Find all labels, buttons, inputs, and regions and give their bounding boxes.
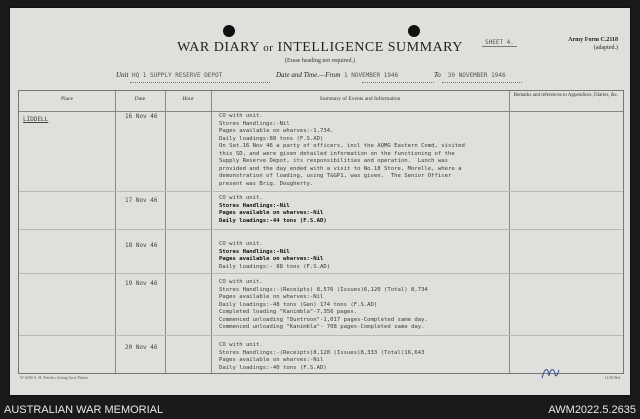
unit-line: Unit HQ 1 SUPPLY RESERVE DEPOT	[116, 71, 223, 79]
entry-divider	[19, 335, 623, 336]
entry-divider	[19, 273, 623, 274]
column-divider	[165, 91, 166, 373]
initials-signature	[540, 365, 560, 384]
to-underline	[442, 82, 522, 83]
from-underline	[362, 82, 434, 83]
entry-text: CO with unit. Stores Handlings:-(Receipts)8,120 (Issues)8,333 (Total)16,643 Pages available on wharves:-Nil Daily loadings:-40 tons (F.S.AD)	[219, 342, 425, 371]
diary-sheet	[10, 8, 630, 395]
unit-underline	[130, 82, 270, 83]
entry-date: 17 Nov 46	[125, 197, 158, 204]
binder-hole	[223, 25, 235, 37]
archive-id: AWM2022.5.2635	[548, 404, 636, 416]
entry-text: CO with unit. Stores Handlings:-Nil Pages available on wharves:-Nil Daily loadings:-44 tons (F.S.AD)	[219, 195, 327, 224]
column-header-remarks: Remarks and references to Appendices, Diaries, &c.	[513, 93, 619, 98]
form-title: WAR DIARY or INTELLIGENCE SUMMARY	[177, 40, 463, 55]
column-divider	[509, 91, 510, 373]
entry-date: 16 Nov 46	[125, 113, 158, 120]
form-subtitle: (Erase heading not required.)	[285, 58, 355, 64]
column-divider	[211, 91, 212, 373]
entry-divider	[19, 191, 623, 192]
archive-caption: AUSTRALIAN WAR MEMORIAL	[4, 404, 164, 416]
form-code: 11/39 Bel	[604, 375, 620, 380]
column-header-date: Date	[134, 96, 146, 102]
column-header-summary: Summary of Events and Information	[319, 96, 401, 102]
diary-table	[18, 90, 624, 374]
entry-text: CO with unit. Stores Handlings:-Nil Pages available on wharves:-1,734. Daily loadings:88 tons (F.S.AD) On Sat.16 Nov 46 a party of officers, incl the AQMG Eastern Comd, visited this SD, and were given detailed information on the functioning of the Supply Reserve Depot, its responsibilities and operation. Lunch was provided and the day ended with a visit to No.18 Store, Morelle, where a demonstration of loading, using T&GP1, was given. The Senior Officer present was Brig. Dougherty.	[219, 113, 465, 187]
column-header-place: Place	[61, 96, 73, 102]
header-rule	[19, 111, 623, 112]
entry-date: 19 Nov 46	[125, 280, 158, 287]
entry-text: CO with unit. Stores Handlings:-(Receipts) 8,576 (Issues)6,120 (Total) 8,734 Pages available on wharves:-Nil Daily loadings:-48 tons (Gen) 174 tons (F.S.AD) Completed loading "Kanimbla"-7,356 pages. Commenced unloading "Duntroon"-1,017 pages-Completed same day. Commenced unloading "Kanimbla"- 708 pages-Completed same day.	[219, 279, 428, 330]
entry-date: 18 Nov 46	[125, 242, 158, 249]
column-header-hour: Hour	[182, 96, 194, 102]
printer-imprint: W 6200 A. H. Pettifer, Acting Govt Printer	[20, 375, 89, 380]
date-to-line: To 30 NOVEMBER 1946	[434, 71, 506, 79]
sheet-stamp: SHEET 4.	[482, 39, 517, 47]
entry-text: CO with unit. Stores Handlings:-Nil Pages available on wharves:-Nil Daily loadings:- 88 tons (F.S.AD)	[219, 241, 331, 270]
column-divider	[115, 91, 116, 373]
army-form-label: Army Form C.2118 (adapted.)	[568, 37, 618, 51]
date-range-line: Date and Time.—From 1 NOVEMBER 1946	[276, 71, 399, 79]
place-value: LIDDELL	[23, 116, 49, 123]
entry-divider	[19, 229, 623, 230]
binder-hole	[408, 25, 420, 37]
entry-date: 20 Nov 46	[125, 344, 158, 351]
